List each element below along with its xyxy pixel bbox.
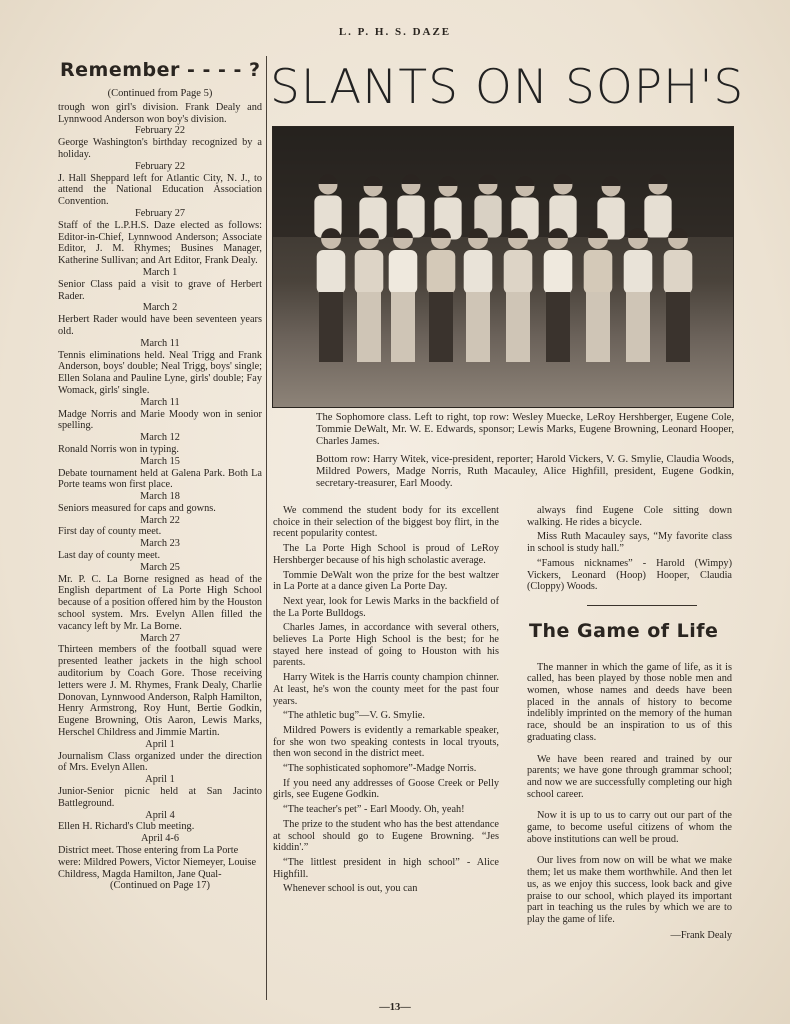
continued-to: (Continued on Page 17) <box>109 880 211 892</box>
soph-note: “The sophisticated sophomore”-Madge Norris. <box>283 763 477 775</box>
person-legs <box>506 292 530 362</box>
remember-entry <box>58 302 262 337</box>
remember-entry <box>58 633 262 739</box>
entry-text: Last day of county meet. <box>58 550 161 562</box>
soph-notes-column <box>273 505 499 1005</box>
remember-entry <box>58 562 262 633</box>
soph-note: Miss Ruth Macauley says, “My favorite class in school is study hall.” <box>527 531 732 555</box>
soph-note: Next year, look for Lewis Marks in the backfield of the La Porte Bulldogs. <box>273 595 499 619</box>
soph-note: Mildred Powers is evidently a remarkable speaker, for she won two speaking contests in local tryouts, then won second in the district meet. <box>273 724 499 760</box>
remember-column <box>58 58 262 1002</box>
entry-text: Junior-Senior picnic held at San Jacinto Battleground. <box>58 786 262 809</box>
person-legs <box>429 292 453 362</box>
entry-text: Ellen H. Richard's Club meeting. <box>58 821 195 833</box>
remember-entry <box>58 739 262 774</box>
entry-text: Tennis eliminations held. Neal Trigg and Frank Anderson, boys' double; Neal Trigg, boys' single; Ellen Solana and Pauline Lyne, girls' double; Fay Womack, girls' single. <box>58 349 262 396</box>
remember-entry <box>58 338 262 397</box>
entry-date: March 25 <box>140 561 180 573</box>
section-divider <box>587 605 697 606</box>
remember-entries <box>58 102 262 881</box>
soph-note: Tommie DeWalt won the prize for the best waltzer in La Porte at a dance given La Porte Day. <box>273 569 499 593</box>
continued-from: (Continued from Page 5) <box>107 88 213 99</box>
column-divider <box>266 56 267 1000</box>
entry-date: February 22 <box>134 160 186 172</box>
remember-entry <box>58 161 262 208</box>
entry-text: J. Hall Sheppard left for Atlantic City, N. J., to attend the National Education Association Convention. <box>58 172 262 208</box>
entry-text: Herbert Rader would have been seventeen years old. <box>58 314 262 337</box>
soph-note: “The teacher's pet” - Earl Moody. Oh, yeah! <box>283 804 465 816</box>
remember-entry <box>58 833 262 880</box>
soph-note: always find Eugene Cole sitting down walking. He rides a bicycle. <box>527 505 732 528</box>
game-paragraph: We have been reared and trained by our parents; we have gone through grammar school; and now we are successfully completing our high school career. <box>527 753 732 800</box>
soph-note: If you need any addresses of Goose Creek or Pelly girls, see Eugene Godkin. <box>273 777 499 801</box>
person-legs <box>626 292 650 362</box>
person-legs <box>586 292 610 362</box>
person-legs <box>319 292 343 362</box>
remember-entry <box>58 208 262 267</box>
game-of-life-body <box>527 662 732 926</box>
soph-note: The prize to the student who has the best attendance at school should go to Eugene Browning. “Jes kiddin'.” <box>273 818 499 854</box>
page-number: —13— <box>379 1002 411 1013</box>
soph-note: The La Porte High School is proud of LeRoy Hershberger because of his high scholastic average. <box>273 543 499 566</box>
person-legs <box>546 292 570 362</box>
entry-text: Seniors measured for caps and gowns. <box>58 502 216 514</box>
entry-date: April 1 <box>145 774 175 786</box>
remember-entry <box>58 810 262 834</box>
entry-date: April 1 <box>145 738 175 750</box>
entry-text: Senior Class paid a visit to grave of Herbert Rader. <box>58 278 262 302</box>
soph-notes-continued <box>527 505 732 593</box>
game-of-life-title: The Game of Life <box>529 619 719 642</box>
game-paragraph: Our lives from now on will be what we make them; let us make them worthwhile. And then let us, as we enjoy this success, look back and give praise to our school, which played its important part in teaching us the rules by which we are to play the game of life. <box>527 855 732 925</box>
remember-entry <box>58 267 262 302</box>
slants-title: SLANTS ON SOPH'S <box>270 60 745 115</box>
entry-date: March 23 <box>140 538 180 550</box>
entry-text: trough won girl's division. Frank Dealy and Lynnwood Anderson won boy's division. <box>58 101 262 125</box>
caption-bottom-row: Bottom row: Harry Witek, vice-president, reporter; Harold Vickers, V. G. Smylie, Claudia Woods, Mildred Powers, Madge Norris, Ruth Macauley, Alice Highfill, president, Eugene Godkin, secretary-treasurer, Earl Moody. <box>316 454 734 489</box>
entry-date: April 4-6 <box>140 833 180 845</box>
entry-date: March 15 <box>140 455 180 467</box>
entry-text: Thirteen members of the football squad were presented leather jackets in the high school auditorium by Coach Gore. Those receiving letters were J. M. Rhymes, Frank Dealy, Charlie Donovan, Lynnwood Anderson, Ralph Hamilton, Henry Armstrong, Roy Hunt, Bertie Godkin, Eugene Browning, Otis Aaron, Lewis Marks, Herschel Childress and Jimmie Martin. <box>58 644 262 739</box>
person-legs <box>466 292 490 362</box>
remember-entry <box>58 432 262 456</box>
entry-text: Madge Norris and Marie Moody won in senior spelling. <box>58 408 262 432</box>
entry-text: Mr. P. C. La Borne resigned as head of the English department of La Porte High School because of a position offered him by the Houston school system. Mrs. Evelyn Allen filled the vacancy left by Mr. La Borne. <box>58 573 262 632</box>
remember-entry <box>58 456 262 491</box>
entry-text: Staff of the L.P.H.S. Daze elected as follows: Editor-in-Chief, Lynnwood Anderson; Associate Editor, J. M. Rhymes; Busines Manager, Katherine Sullivan; and Art Editor, Frank Dealy. <box>58 219 262 267</box>
soph-note: “The littlest president in high school” - Alice Highfill. <box>273 856 499 880</box>
signature: —Frank Dealy <box>670 929 732 941</box>
soph-note: We commend the student body for its excellent choice in their selection of the biggest boy flirt, in the recent popularity contest. <box>273 505 499 540</box>
entry-date: March 1 <box>142 266 178 278</box>
game-of-life-column <box>527 505 732 1005</box>
person-legs <box>357 292 381 362</box>
remember-entry <box>58 491 262 515</box>
person-legs <box>666 292 690 362</box>
game-paragraph: The manner in which the game of life, as it is called, has been played by those noble men and women, whose names and deeds have been placed in the annals of history to become indelibly imprinted on the memory of the human race, should be an inspiration to us of this graduating class. <box>527 661 732 743</box>
soph-note: “Famous nicknames” - Harold (Wimpy) Vickers, Leonard (Hoop) Hooper, Claudia (Cloppy) Woods. <box>527 557 732 593</box>
entry-text: George Washington's birthday recognized by a holiday. <box>58 137 262 160</box>
entry-date: March 11 <box>140 396 180 408</box>
entry-text: Debate tournament held at Galena Park. Both La Porte teams won first place. <box>58 467 262 491</box>
entry-date: February 22 <box>134 125 186 137</box>
entry-date: March 22 <box>140 514 180 526</box>
entry-text: First day of county meet. <box>58 526 162 538</box>
entry-text: Ronald Norris won in typing. <box>58 443 179 455</box>
soph-note: “The athletic bug”—V. G. Smylie. <box>283 710 425 722</box>
remember-entry <box>58 515 262 539</box>
photo-caption <box>316 412 734 496</box>
entry-date: February 27 <box>134 207 186 219</box>
page-header: L. P. H. S. DAZE <box>338 26 452 38</box>
entry-date: March 27 <box>140 632 180 644</box>
entry-date: March 12 <box>140 432 180 444</box>
entry-date: March 11 <box>140 337 180 349</box>
soph-note: Whenever school is out, you can <box>283 883 418 895</box>
entry-text: District meet. Those entering from La Porte were: Mildred Powers, Victor Niemeyer, Louise Childress, Magda Hamilton, Jane Qual- <box>58 845 257 880</box>
remember-title: Remember - - - - ? <box>60 59 261 81</box>
soph-note: Charles James, in accordance with several others, believes La Porte High School is the best; for he stayed here instead of going to Houston with his parents. <box>273 622 499 669</box>
entry-text: Journalism Class organized under the direction of Mrs. Evelyn Allen. <box>58 750 262 774</box>
class-photo <box>272 126 734 408</box>
remember-entry <box>58 102 262 126</box>
entry-date: April 4 <box>145 809 175 821</box>
entry-date: March 2 <box>142 302 178 314</box>
remember-entry <box>58 538 262 562</box>
remember-entry <box>58 125 262 160</box>
caption-top-row: The Sophomore class. Left to right, top row: Wesley Muecke, LeRoy Hershberger, Eugene Cole, Tommie DeWalt, Mr. W. E. Edwards, sponsor; Lewis Marks, Eugene Browning, Leonard Hooper, Charles James. <box>316 412 734 447</box>
game-paragraph: Now it is up to us to carry out our part of the game, to become useful citizens of whom the above institutions can well be proud. <box>527 810 732 845</box>
remember-entry <box>58 397 262 432</box>
remember-entry <box>58 774 262 809</box>
person-legs <box>391 292 415 362</box>
class-photo-image <box>273 127 733 407</box>
entry-date: March 18 <box>140 491 180 503</box>
soph-note: Harry Witek is the Harris county champion chinner. At least, he's won the county meet for the past four years. <box>273 672 499 707</box>
